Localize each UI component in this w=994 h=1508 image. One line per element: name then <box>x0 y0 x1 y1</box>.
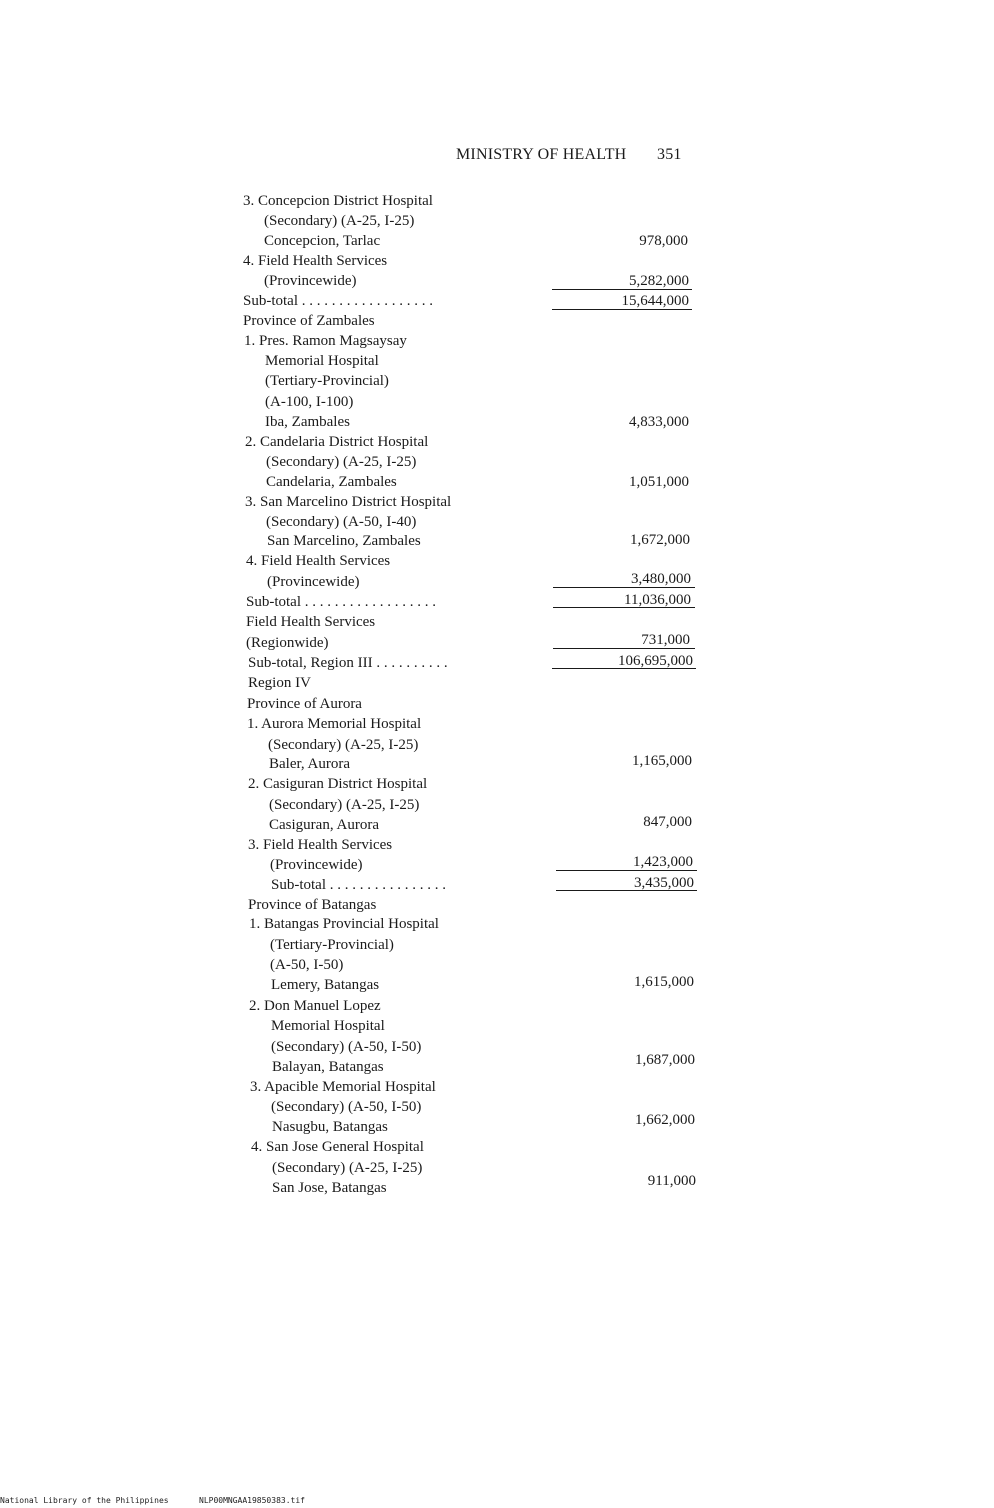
line-label: Field Health Services <box>246 614 376 630</box>
line-label: Region IV <box>248 675 311 691</box>
total-rule <box>552 309 692 310</box>
line-label: (Provincewide) <box>267 574 360 590</box>
budget-line <box>265 392 565 412</box>
budget-line <box>248 673 548 693</box>
line-label: 4. Field Health Services <box>243 253 388 269</box>
line-amount: 106,695,000 <box>618 653 693 669</box>
line-label: (Secondary) (A-25, I-25) <box>266 454 417 470</box>
total-rule <box>552 289 692 290</box>
line-amount: 3,435,000 <box>634 875 694 891</box>
line-label: Province of Zambales <box>243 313 375 329</box>
budget-line <box>249 914 549 934</box>
budget-line <box>247 714 547 734</box>
line-amount: 911,000 <box>647 1173 696 1189</box>
budget-line <box>267 572 567 592</box>
budget-line <box>266 472 566 492</box>
budget-line <box>272 1178 572 1198</box>
total-rule <box>553 587 695 588</box>
line-amount: 1,662,000 <box>635 1112 695 1128</box>
line-label: Candelaria, Zambales <box>266 474 397 490</box>
budget-line <box>269 754 569 774</box>
total-rule <box>552 668 696 669</box>
budget-line <box>245 432 545 452</box>
line-amount: 731,000 <box>641 632 690 648</box>
budget-line <box>269 795 569 815</box>
budget-line <box>271 975 571 995</box>
line-label: 2. Don Manuel Lopez <box>249 998 381 1014</box>
line-label: Sub-total . . . . . . . . . . . . . . . . <box>271 877 446 893</box>
budget-line <box>248 774 548 794</box>
line-amount: 1,165,000 <box>632 753 692 769</box>
line-label: Sub-total, Region III . . . . . . . . . . <box>248 655 448 671</box>
budget-line <box>270 955 570 975</box>
budget-line <box>248 835 548 855</box>
line-label: San Jose, Batangas <box>272 1180 387 1196</box>
budget-line <box>266 512 566 532</box>
line-label: 3. San Marcelino District Hospital <box>245 494 452 510</box>
line-label: 1. Pres. Ramon Magsaysay <box>244 333 407 349</box>
budget-line <box>245 492 545 512</box>
budget-line <box>243 311 543 331</box>
budget-line <box>272 1057 572 1077</box>
total-rule <box>556 890 697 891</box>
line-label: 4. Field Health Services <box>246 553 391 569</box>
footer-library: National Library of the Philippines <box>0 1496 169 1505</box>
line-label: (Secondary) (A-25, I-25) <box>264 213 415 229</box>
budget-line <box>264 211 564 231</box>
line-label: 1. Aurora Memorial Hospital <box>247 716 422 732</box>
budget-line <box>267 531 567 551</box>
budget-line <box>246 592 546 612</box>
budget-line <box>246 551 546 571</box>
budget-line <box>272 1117 572 1137</box>
line-label: (Provincewide) <box>270 857 363 873</box>
line-label: (A-100, I-100) <box>265 394 354 410</box>
budget-line <box>271 1016 571 1036</box>
line-amount: 5,282,000 <box>629 273 689 289</box>
line-amount: 11,036,000 <box>624 592 691 608</box>
budget-line <box>264 271 564 291</box>
budget-line <box>246 612 546 632</box>
budget-line <box>272 1158 572 1178</box>
budget-line <box>243 251 543 271</box>
line-label: (Secondary) (A-25, I-25) <box>269 797 420 813</box>
line-label: Casiguran, Aurora <box>269 817 379 833</box>
budget-line <box>244 331 544 351</box>
line-label: Nasugbu, Batangas <box>272 1119 388 1135</box>
line-amount: 4,833,000 <box>629 414 689 430</box>
line-amount: 847,000 <box>643 814 692 830</box>
budget-line <box>270 855 570 875</box>
line-label: (Tertiary-Provincial) <box>270 937 394 953</box>
line-label: Sub-total . . . . . . . . . . . . . . . . . . <box>243 293 433 309</box>
line-amount: 978,000 <box>639 233 688 249</box>
line-label: Iba, Zambales <box>265 414 350 430</box>
line-label: (Tertiary-Provincial) <box>265 373 389 389</box>
running-header <box>456 146 696 164</box>
line-label: (A-50, I-50) <box>270 957 344 973</box>
line-amount: 1,423,000 <box>633 854 693 870</box>
budget-line <box>246 633 546 653</box>
budget-line <box>243 291 543 311</box>
line-label: Province of Batangas <box>248 897 377 913</box>
line-label: 2. Candelaria District Hospital <box>245 434 429 450</box>
line-label: Province of Aurora <box>247 696 362 712</box>
budget-line <box>268 735 568 755</box>
total-rule <box>553 648 695 649</box>
budget-line <box>264 231 564 251</box>
line-label: 3. Field Health Services <box>248 837 393 853</box>
line-amount: 1,051,000 <box>629 474 689 490</box>
budget-line <box>248 653 548 673</box>
budget-line <box>248 895 548 915</box>
line-label: Lemery, Batangas <box>271 977 380 993</box>
line-label: Baler, Aurora <box>269 756 351 772</box>
budget-line <box>265 371 565 391</box>
line-label: San Marcelino, Zambales <box>267 533 421 549</box>
line-label: (Provincewide) <box>264 273 357 289</box>
line-label: (Secondary) (A-25, I-25) <box>268 737 419 753</box>
line-label: (Regionwide) <box>246 635 329 651</box>
budget-line <box>243 191 543 211</box>
line-label: Balayan, Batangas <box>272 1059 384 1075</box>
line-label: 2. Casiguran District Hospital <box>248 776 428 792</box>
budget-line <box>251 1137 551 1157</box>
line-label: 3. Concepcion District Hospital <box>243 193 433 209</box>
budget-line <box>271 1097 571 1117</box>
budget-line <box>266 452 566 472</box>
header-title: MINISTRY OF HEALTH <box>456 146 627 163</box>
line-amount: 15,644,000 <box>621 293 689 309</box>
line-label: Memorial Hospital <box>265 353 379 369</box>
line-label: Concepcion, Tarlac <box>264 233 381 249</box>
line-label: Sub-total . . . . . . . . . . . . . . . . . . <box>246 594 436 610</box>
line-label: (Secondary) (A-25, I-25) <box>272 1160 423 1176</box>
total-rule <box>553 607 695 608</box>
line-amount: 3,480,000 <box>631 571 691 587</box>
line-amount: 1,672,000 <box>630 532 690 548</box>
line-label: (Secondary) (A-50, I-50) <box>271 1099 422 1115</box>
line-amount: 1,615,000 <box>634 974 694 990</box>
budget-line <box>265 351 565 371</box>
line-label: (Secondary) (A-50, I-50) <box>271 1039 422 1055</box>
budget-line <box>247 694 547 714</box>
budget-line <box>265 412 565 432</box>
line-label: 1. Batangas Provincial Hospital <box>249 916 439 932</box>
total-rule <box>556 870 697 871</box>
budget-line <box>270 935 570 955</box>
line-amount: 1,687,000 <box>635 1052 695 1068</box>
budget-line <box>250 1077 550 1097</box>
budget-line <box>271 875 571 895</box>
line-label: Memorial Hospital <box>271 1018 385 1034</box>
budget-line <box>249 996 549 1016</box>
budget-line <box>271 1037 571 1057</box>
budget-line <box>269 815 569 835</box>
line-label: (Secondary) (A-50, I-40) <box>266 514 417 530</box>
page-number: 351 <box>657 146 682 163</box>
footer-filename: NLP00MNGAA19850383.tif <box>199 1496 305 1505</box>
line-label: 4. San Jose General Hospital <box>251 1139 424 1155</box>
line-label: 3. Apacible Memorial Hospital <box>250 1079 436 1095</box>
